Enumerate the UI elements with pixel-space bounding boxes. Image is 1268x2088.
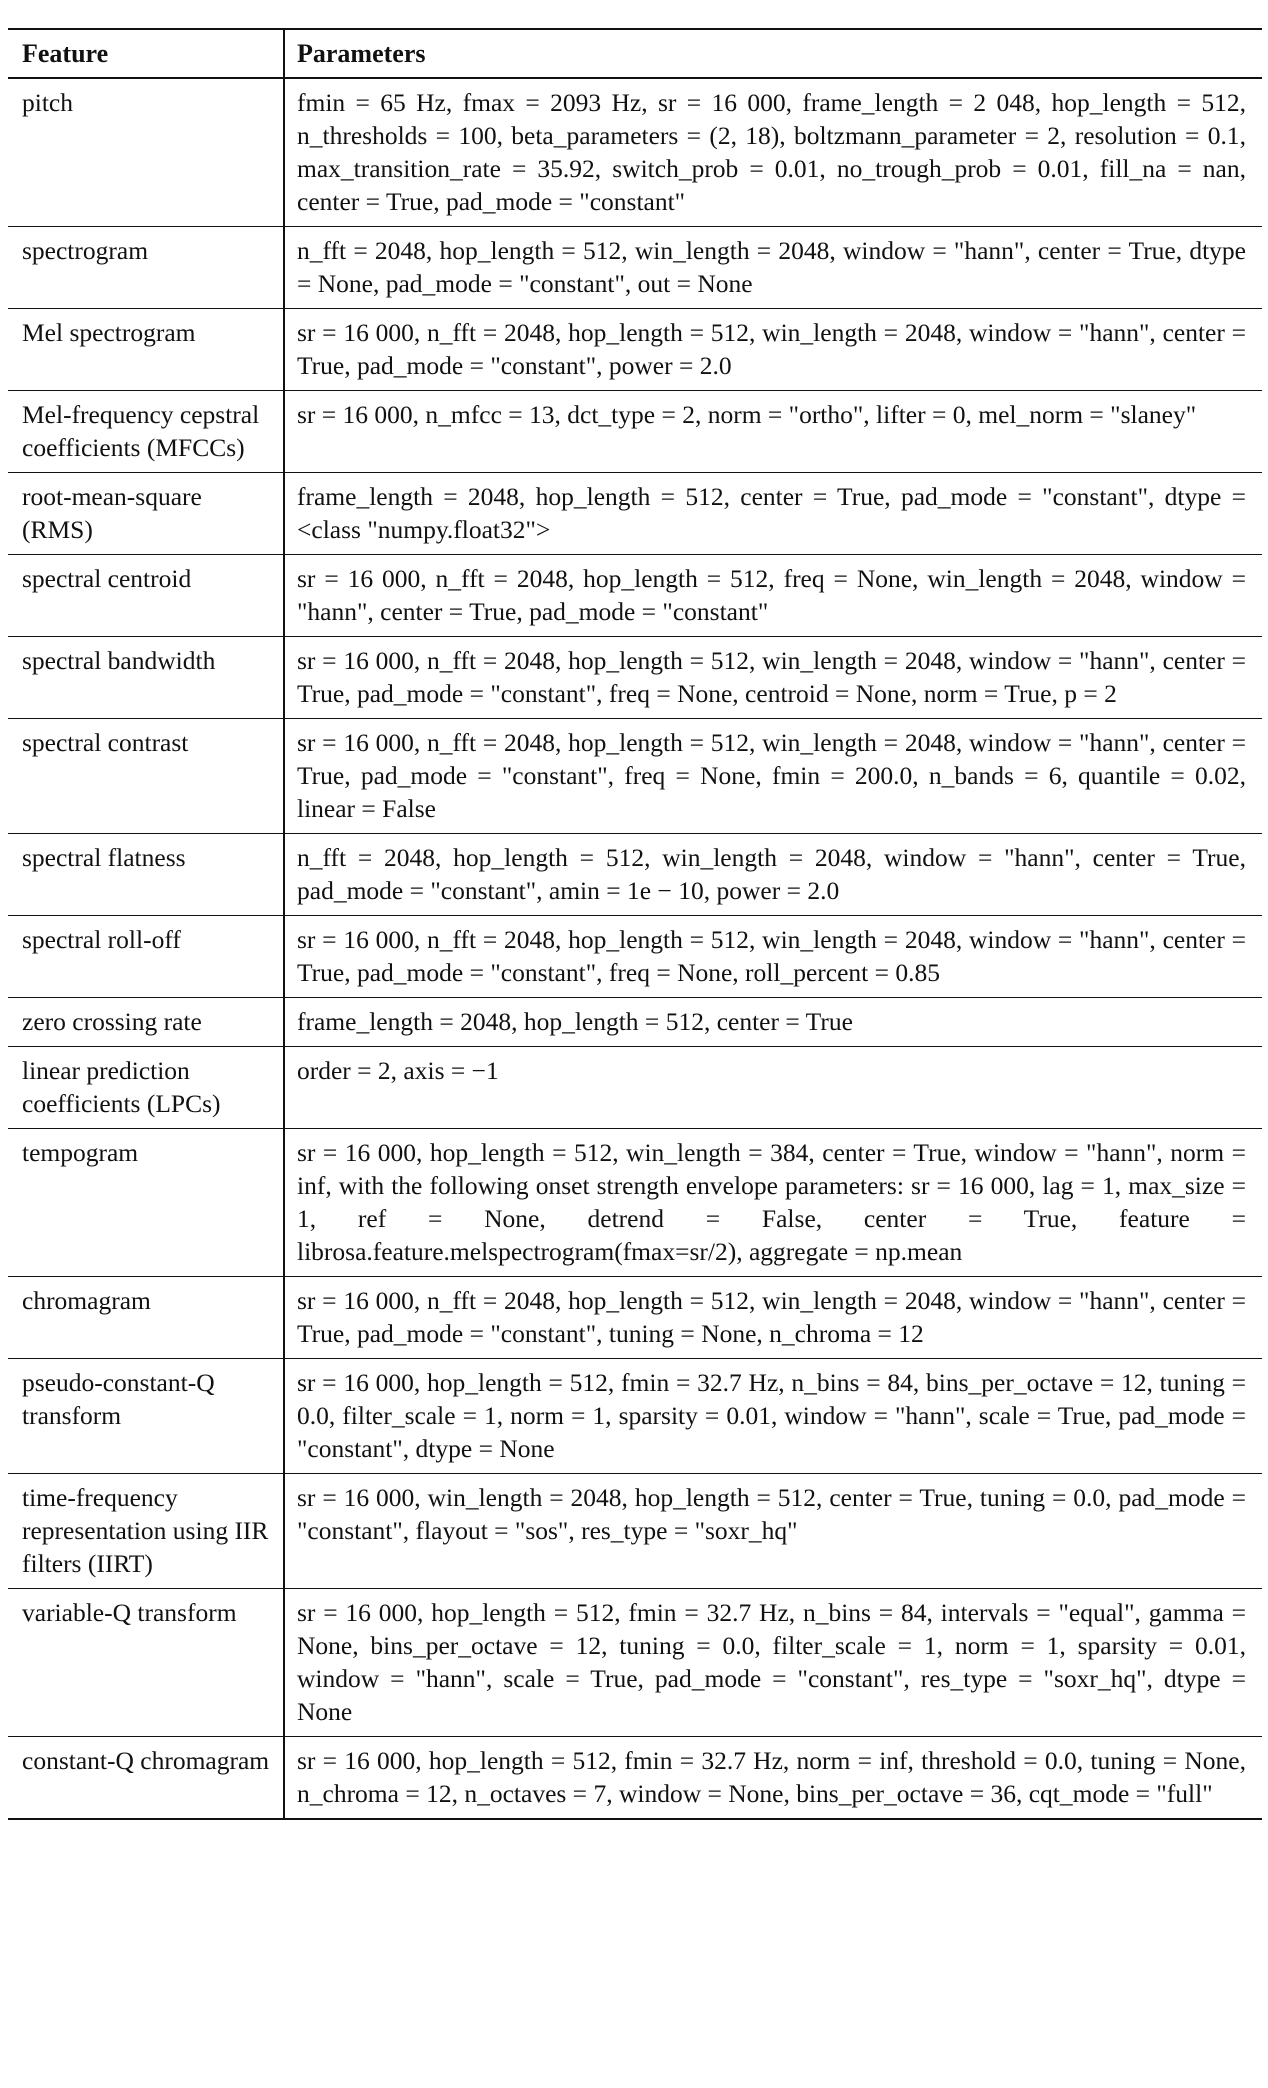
parameters-cell: n_fft = 2048, hop_length = 512, win_length = 2048, window = "hann", center = True, pad_mode = "constant", amin = 1e − 10, power = 2.0 <box>297 843 1246 905</box>
table-row <box>8 1359 1262 1474</box>
feature-cell: chromagram <box>22 1286 151 1315</box>
feature-cell: variable-Q transform <box>22 1598 237 1627</box>
feature-cell: root-mean-square (RMS) <box>22 482 202 544</box>
parameters-cell: sr = 16 000, n_fft = 2048, hop_length = 512, win_length = 2048, window = "hann", center = True, pad_mode = "constant", freq = None, roll_percent = 0.85 <box>297 925 1246 987</box>
feature-cell: tempogram <box>22 1138 139 1167</box>
parameters-cell: n_fft = 2048, hop_length = 512, win_length = 2048, window = "hann", center = True, dtype = None, pad_mode = "constant", out = None <box>297 236 1246 298</box>
feature-cell: zero crossing rate <box>22 1007 202 1036</box>
table-body <box>8 78 1262 1819</box>
table-row <box>8 1474 1262 1589</box>
feature-cell: constant-Q chromagram <box>22 1746 270 1775</box>
parameters-cell: sr = 16 000, n_fft = 2048, hop_length = 512, win_length = 2048, window = "hann", center = True, pad_mode = "constant", freq = None, fmin = 200.0, n_bands = 6, quantile = 0.02, linear = False <box>297 728 1246 823</box>
parameters-cell: sr = 16 000, n_fft = 2048, hop_length = 512, win_length = 2048, window = "hann", center = True, pad_mode = "constant", tuning = None, n_chroma = 12 <box>297 1286 1246 1348</box>
parameters-cell: order = 2, axis = −1 <box>297 1056 499 1085</box>
feature-cell: spectral contrast <box>22 728 189 757</box>
table-row <box>8 1277 1262 1359</box>
header-feature: Feature <box>22 39 109 68</box>
header-parameters: Parameters <box>297 39 426 68</box>
table-row <box>8 916 1262 998</box>
parameters-cell: frame_length = 2048, hop_length = 512, center = True <box>297 1007 853 1036</box>
table-row <box>8 78 1262 227</box>
feature-cell: Mel-frequency cepstral coefficients (MFCCs) <box>22 400 260 462</box>
feature-cell: spectral flatness <box>22 843 186 872</box>
parameters-cell: sr = 16 000, win_length = 2048, hop_length = 512, center = True, tuning = 0.0, pad_mode = "constant", flayout = "sos", res_type = "soxr_hq" <box>297 1483 1246 1545</box>
feature-cell: spectral centroid <box>22 564 192 593</box>
feature-cell: spectrogram <box>22 236 149 265</box>
table-header <box>8 29 1262 78</box>
feature-cell: spectral roll-off <box>22 925 181 954</box>
table-row <box>8 473 1262 555</box>
table-row <box>8 555 1262 637</box>
parameters-cell: sr = 16 000, hop_length = 512, win_length = 384, center = True, window = "hann", norm = inf, with the following onset strength envelope parameters: sr = 16 000, lag = 1, max_size = 1, ref = None, detrend = False, center = True, feature = librosa.feature.melspectrogram(fmax=sr/2), aggregate = np.mean <box>297 1138 1246 1266</box>
parameters-cell: sr = 16 000, n_fft = 2048, hop_length = 512, freq = None, win_length = 2048, window = "hann", center = True, pad_mode = "constant" <box>297 564 1246 626</box>
table-row <box>8 391 1262 473</box>
table-row <box>8 719 1262 834</box>
feature-cell: pseudo-constant-Q transform <box>22 1368 215 1430</box>
parameters-cell: sr = 16 000, n_fft = 2048, hop_length = 512, win_length = 2048, window = "hann", center = True, pad_mode = "constant", freq = None, centroid = None, norm = True, p = 2 <box>297 646 1246 708</box>
parameters-cell: frame_length = 2048, hop_length = 512, center = True, pad_mode = "constant", dtype = <class "numpy.float32"> <box>297 482 1246 544</box>
column-divider <box>283 28 285 1820</box>
parameters-cell: sr = 16 000, n_mfcc = 13, dct_type = 2, norm = "ortho", lifter = 0, mel_norm = "slaney" <box>297 400 1197 429</box>
feature-cell: Mel spectrogram <box>22 318 196 347</box>
table-row <box>8 834 1262 916</box>
feature-parameters-table <box>8 28 1262 1820</box>
table-row <box>8 1589 1262 1737</box>
table-row <box>8 227 1262 309</box>
parameters-cell: sr = 16 000, hop_length = 512, fmin = 32.7 Hz, norm = inf, threshold = 0.0, tuning = None, n_chroma = 12, n_octaves = 7, window = None, bins_per_octave = 36, cqt_mode = "full" <box>297 1746 1246 1808</box>
table-row <box>8 1047 1262 1129</box>
header-row <box>8 29 1262 78</box>
parameters-cell: fmin = 65 Hz, fmax = 2093 Hz, sr = 16 000, frame_length = 2 048, hop_length = 512, n_thresholds = 100, beta_parameters = (2, 18), boltzmann_parameter = 2, resolution = 0.1, max_transition_rate = 35.92, switch_prob = 0.01, no_trough_prob = 0.01, fill_na = nan, center = True, pad_mode = "constant" <box>297 88 1246 216</box>
parameters-cell: sr = 16 000, n_fft = 2048, hop_length = 512, win_length = 2048, window = "hann", center = True, pad_mode = "constant", power = 2.0 <box>297 318 1246 380</box>
table-row <box>8 637 1262 719</box>
table-row <box>8 309 1262 391</box>
feature-cell: time-frequency representation using IIR filters (IIRT) <box>22 1483 269 1578</box>
table-row <box>8 998 1262 1047</box>
feature-cell: spectral bandwidth <box>22 646 216 675</box>
table-row <box>8 1129 1262 1277</box>
table-caption <box>0 0 1268 22</box>
feature-cell: linear prediction coefficients (LPCs) <box>22 1056 221 1118</box>
parameters-cell: sr = 16 000, hop_length = 512, fmin = 32.7 Hz, n_bins = 84, bins_per_octave = 12, tuning = 0.0, filter_scale = 1, norm = 1, sparsity = 0.01, window = "hann", scale = True, pad_mode = "constant", dtype = None <box>297 1368 1246 1463</box>
parameters-cell: sr = 16 000, hop_length = 512, fmin = 32.7 Hz, n_bins = 84, intervals = "equal", gamma = None, bins_per_octave = 12, tuning = 0.0, filter_scale = 1, norm = 1, sparsity = 0.01, window = "hann", scale = True, pad_mode = "constant", res_type = "soxr_hq", dtype = None <box>297 1598 1246 1726</box>
table-row <box>8 1737 1262 1820</box>
feature-cell: pitch <box>22 88 73 117</box>
